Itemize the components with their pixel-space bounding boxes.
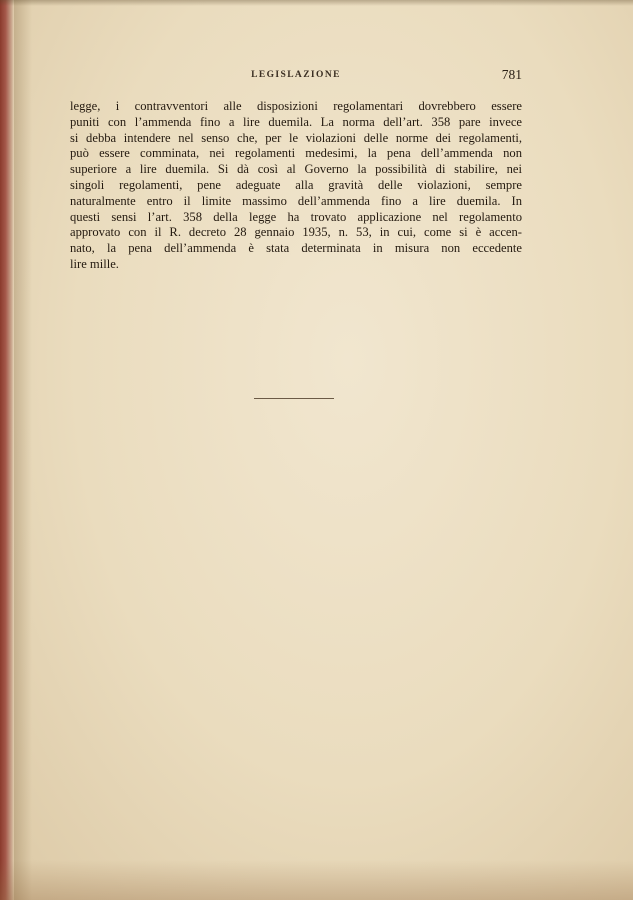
top-edge-shadow [0, 0, 633, 6]
text-line: si debba intendere nel senso che, per le violazioni delle norme dei regolamenti, [70, 130, 522, 145]
text-line: questi sensi l’art. 358 della legge ha trovato applicazione nel regolamento [70, 209, 522, 224]
text-line: puniti con l’ammenda fino a lire duemila. La norma dell’art. 358 pare invece [70, 114, 522, 129]
section-divider [254, 398, 334, 399]
bottom-edge-shadow [0, 860, 633, 900]
text-line: può essere comminata, nei regolamenti medesimi, la pena dell’ammenda non [70, 146, 522, 161]
body-paragraph [70, 99, 522, 273]
text-line: singoli regolamenti, pene adeguate alla gravità delle violazioni, sempre [70, 177, 522, 192]
text-line: lire mille. [70, 256, 119, 271]
text-line: legge, i contravventori alle disposizioni regolamentari dovrebbero essere [70, 99, 522, 113]
text-line: naturalmente entro il limite massimo dell’ammenda fino a lire duemila. In [70, 193, 522, 208]
gutter-shadow [14, 0, 32, 900]
binding-edge [0, 0, 14, 900]
text-line: nato, la pena dell’ammenda è stata determinata in misura non eccedente [70, 241, 522, 256]
running-title: LEGISLAZIONE [251, 70, 341, 80]
text-line: approvato con il R. decreto 28 gennaio 1935, n. 53, in cui, come si è accen- [70, 225, 522, 240]
text-line: superiore a lire duemila. Si dà così al Governo la possibilità di stabilire, nei [70, 162, 522, 177]
page-number: 781 [501, 67, 522, 82]
running-header [70, 67, 522, 85]
